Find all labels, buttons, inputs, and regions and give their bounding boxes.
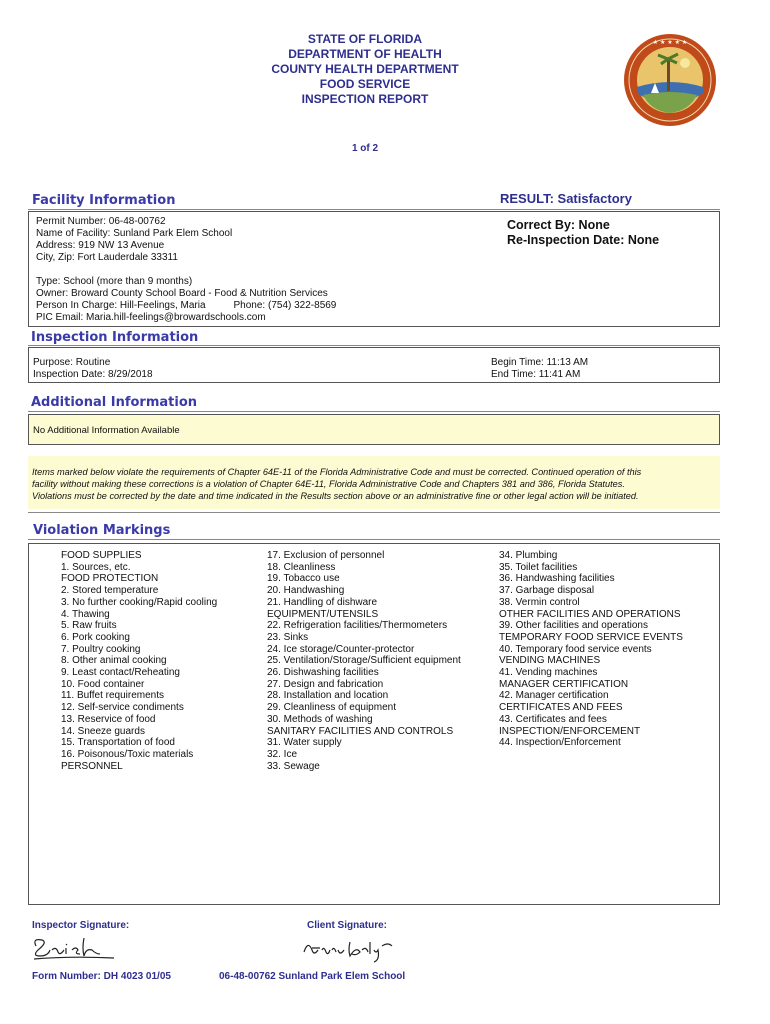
violation-item: 37. Garbage disposal [499, 585, 595, 597]
violation-item: SANITARY FACILITIES AND CONTROLS [267, 725, 454, 737]
inspector-signature-label: Inspector Signature: [32, 920, 130, 931]
violation-item: 22. Refrigeration facilities/Thermometers [267, 620, 448, 632]
reinspection-date: Re-Inspection Date: None [507, 233, 660, 247]
violation-item: 31. Water supply [267, 737, 342, 749]
violation-item: 43. Certificates and fees [499, 713, 607, 725]
violation-item: 9. Least contact/Reheating [61, 667, 180, 679]
violation-item: 40. Temporary food service events [499, 643, 652, 655]
violation-item: 3. No further cooking/Rapid cooling [61, 596, 218, 608]
correct-by: Correct By: None [507, 218, 610, 232]
violation-item: FOOD SUPPLIES [61, 550, 142, 561]
facility-section-title: Facility Information [32, 193, 176, 208]
violation-item: 21. Handling of dishware [267, 596, 378, 608]
violation-item: 10. Food container [61, 678, 145, 690]
facility-owner-details [36, 276, 336, 324]
inspection-info-box [28, 347, 720, 383]
violation-item: 14. Sneeze guards [61, 725, 145, 737]
header-line-food-service: FOOD SERVICE [319, 77, 411, 91]
footer-facility-reference: 06-48-00762 Sunland Park Elem School [219, 971, 406, 982]
section-divider [28, 512, 720, 513]
permit-number: Permit Number: 06-48-00762 [36, 216, 166, 227]
violation-item: 30. Methods of washing [267, 713, 373, 725]
violation-item: 42. Manager certification [499, 690, 609, 702]
violation-item: 29. Cleanliness of equipment [267, 702, 396, 714]
section-divider [28, 209, 720, 210]
violation-item: 32. Ice [267, 748, 298, 760]
section-divider [28, 411, 720, 412]
violation-column-3 [499, 550, 683, 749]
inspection-purpose-date [33, 357, 153, 381]
header-line-county: COUNTY HEALTH DEPARTMENT [271, 62, 459, 76]
violation-notice [28, 456, 720, 509]
facility-address: Address: 919 NW 13 Avenue [36, 240, 165, 251]
violation-column-1 [61, 550, 217, 772]
pic-email: PIC Email: Maria.hill-feelings@browardschools.com [36, 312, 266, 323]
page-number: 1 of 2 [351, 143, 379, 154]
additional-info-text: No Additional Information Available [33, 425, 180, 436]
violation-item: 6. Pork cooking [61, 631, 130, 643]
violation-item: 8. Other animal cooking [61, 655, 167, 667]
violation-item: OTHER FACILITIES AND OPERATIONS [499, 608, 681, 620]
violation-item: 4. Thawing [61, 608, 110, 620]
violation-item: 1. Sources, etc. [61, 561, 131, 573]
violation-item: EQUIPMENT/UTENSILS [267, 608, 379, 620]
header-line-report: INSPECTION REPORT [301, 92, 429, 106]
facility-info-box [28, 211, 720, 327]
violation-item: 33. Sewage [267, 760, 320, 772]
violation-item: 11. Buffet requirements [61, 690, 165, 702]
violation-markings-box [28, 543, 720, 905]
facility-details [36, 216, 232, 264]
svg-text:★ ★ ★ ★ ★: ★ ★ ★ ★ ★ [652, 39, 688, 46]
violation-item: 13. Reservice of food [61, 713, 156, 725]
inspector-signature [30, 934, 120, 964]
report-header [200, 32, 530, 107]
violation-item: VENDING MACHINES [499, 655, 601, 667]
client-signature [300, 936, 400, 964]
person-in-charge-row [36, 300, 336, 312]
notice-line: facility without making these corrections is a violation of Chapter 64E-11, Florida Administrative Code and Chapters 381 and 386, Florida Statutes. [32, 479, 625, 489]
facility-type: Type: School (more than 9 months) [36, 276, 193, 287]
form-number: Form Number: DH 4023 01/05 [32, 971, 171, 982]
violation-item: 35. Toilet facilities [499, 561, 578, 573]
inspection-date: Inspection Date: 8/29/2018 [33, 369, 153, 380]
violation-item: PERSONNEL [61, 760, 123, 772]
violation-item: 25. Ventilation/Storage/Sufficient equipment [267, 655, 461, 667]
result-status: RESULT: Satisfactory [500, 191, 632, 206]
violation-item: 41. Vending machines [499, 667, 598, 679]
violation-item: 16. Poisonous/Toxic materials [61, 748, 194, 760]
violation-item: 36. Handwashing facilities [499, 573, 615, 585]
client-signature-label: Client Signature: [307, 920, 388, 931]
violation-item: TEMPORARY FOOD SERVICE EVENTS [499, 631, 683, 643]
person-in-charge: Person In Charge: Hill-Feelings, Maria [36, 300, 206, 311]
section-divider [28, 345, 720, 346]
header-line-department: DEPARTMENT OF HEALTH [288, 47, 442, 61]
violation-item: 39. Other facilities and operations [499, 620, 648, 632]
facility-name: Name of Facility: Sunland Park Elem School [36, 228, 233, 239]
inspection-section-title: Inspection Information [31, 330, 199, 345]
violation-item: 34. Plumbing [499, 550, 558, 561]
facility-owner: Owner: Broward County School Board - Food & Nutrition Services [36, 288, 328, 299]
header-line-state: STATE OF FLORIDA [307, 32, 423, 46]
violation-column-2 [267, 550, 461, 772]
violation-item: 2. Stored temperature [61, 585, 159, 597]
violation-item: 24. Ice storage/Counter-protector [267, 643, 415, 655]
violation-item: INSPECTION/ENFORCEMENT [499, 725, 641, 737]
violation-item: 15. Transportation of food [61, 737, 175, 749]
violation-item: 12. Self-service condiments [61, 702, 184, 714]
inspection-purpose: Purpose: Routine [33, 357, 111, 368]
facility-city-zip: City, Zip: Fort Lauderdale 33311 [36, 252, 178, 263]
pic-phone: Phone: (754) 322-8569 [233, 300, 337, 311]
notice-line: Violations must be corrected by the date and time indicated in the Results section above or an administrative fine or other legal action will be initiated. [32, 491, 639, 501]
violations-section-title: Violation Markings [33, 523, 171, 538]
violation-item: 17. Exclusion of personnel [267, 550, 385, 561]
violation-item: 38. Vermin control [499, 596, 580, 608]
violation-item: CERTIFICATES AND FEES [499, 702, 623, 714]
inspection-times [491, 357, 588, 381]
result-details [507, 218, 659, 248]
violation-item: 28. Installation and location [267, 690, 389, 702]
violation-item: 26. Dishwashing facilities [267, 667, 379, 679]
notice-line: Items marked below violate the requirements of Chapter 64E-11 of the Florida Administrative Code and must be corrected. Continued operation of this [32, 467, 642, 477]
violation-item: MANAGER CERTIFICATION [499, 678, 629, 690]
violation-item: FOOD PROTECTION [61, 573, 159, 585]
violation-item: 27. Design and fabrication [267, 678, 384, 690]
begin-time: Begin Time: 11:13 AM [491, 357, 589, 368]
additional-info-box [28, 414, 720, 445]
violation-item: 23. Sinks [267, 631, 309, 643]
additional-section-title: Additional Information [31, 395, 198, 410]
violation-item: 5. Raw fruits [61, 620, 117, 632]
violation-item: 18. Cleanliness [267, 561, 336, 573]
florida-state-seal-icon [623, 33, 717, 127]
violation-item: 19. Tobacco use [267, 573, 340, 585]
section-divider [28, 539, 720, 540]
violation-item: 7. Poultry cooking [61, 643, 141, 655]
violation-item: 44. Inspection/Enforcement [499, 737, 621, 749]
violation-item: 20. Handwashing [267, 585, 345, 597]
end-time: End Time: 11:41 AM [491, 369, 581, 380]
